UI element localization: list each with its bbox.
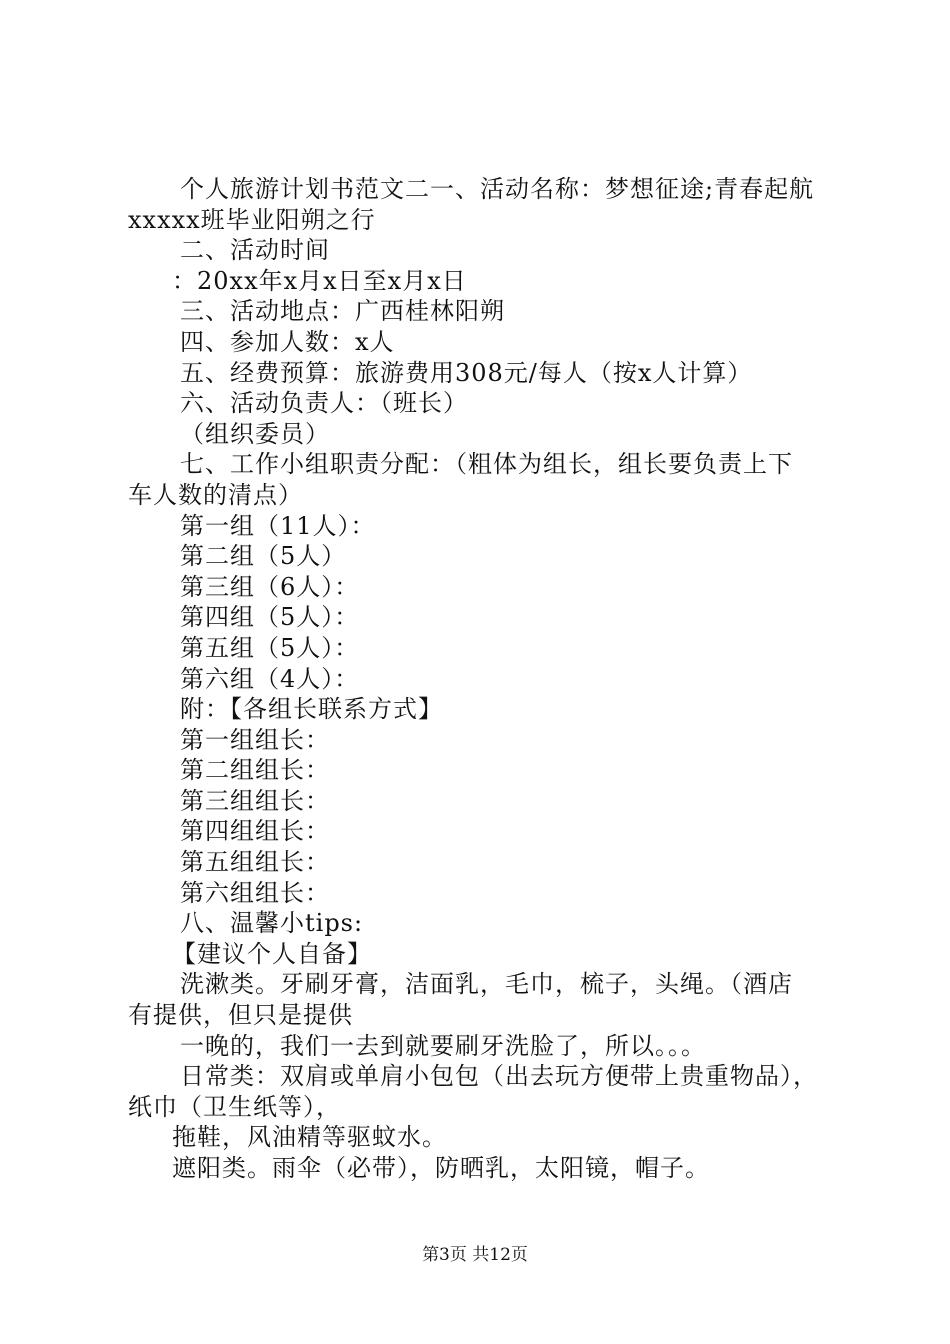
text-line: 【建议个人自备】 <box>172 939 372 968</box>
text-line: xxxxx班毕业阳朔之行 <box>128 205 376 234</box>
text-line: 七、工作小组职责分配：（粗体为组长，组长要负责上下 <box>180 450 793 479</box>
text-line: 第一组组长： <box>180 725 330 754</box>
text-line: 第四组组长： <box>180 817 330 846</box>
text-line: 三、活动地点：广西桂林阳朔 <box>180 297 505 326</box>
text-line: 第二组（5人） <box>180 542 347 571</box>
text-line: 第六组组长： <box>180 878 330 907</box>
text-line: 洗漱类。牙刷牙膏，洁面乳，毛巾，梳子，头绳。（酒店 <box>180 970 793 999</box>
text-line: 一晚的，我们一去到就要刷牙洗脸了，所以。。。 <box>180 1031 706 1060</box>
text-line: 六、活动负责人：（班长） <box>180 389 468 418</box>
text-line: 二、活动时间 <box>180 236 330 265</box>
text-line: 遮阳类。雨伞（必带），防晒乳，太阳镜，帽子。 <box>172 1154 710 1182</box>
text-line: 拖鞋，风油精等驱蚊水。 <box>172 1123 447 1152</box>
text-line: 第五组组长： <box>180 848 330 877</box>
text-line: 纸巾（卫生纸等）， <box>128 1092 341 1121</box>
text-line: 四、参加人数：x人 <box>180 327 395 356</box>
text-line: 有提供，但只是提供 <box>128 1001 353 1030</box>
text-line: 附：【各组长联系方式】 <box>180 695 443 724</box>
text-line: 第三组（6人）： <box>180 572 360 601</box>
text-line: （组织委员） <box>180 419 330 448</box>
text-line: 八、温馨小tips: <box>180 909 364 938</box>
text-line: 第五组（5人）： <box>180 633 360 662</box>
text-line: 五、经费预算：旅游费用308元/每人（按x人计算） <box>180 358 753 387</box>
text-line: 日常类：双肩或单肩小包包（出去玩方便带上贵重物品）， <box>180 1062 818 1091</box>
text-line: 第三组组长： <box>180 786 330 815</box>
text-line: 第六组（4人）： <box>180 664 360 693</box>
document-body <box>128 174 840 1184</box>
text-line: 第一组（11人）： <box>180 511 376 540</box>
text-line: 第二组组长： <box>180 756 330 785</box>
page-number-footer: 第3页 共12页 <box>422 1245 528 1265</box>
text-line: 个人旅游计划书范文二一、活动名称：梦想征途;青春起航 <box>180 175 815 203</box>
text-line: 车人数的清点） <box>128 480 303 509</box>
text-line: 第四组（5人）： <box>180 603 360 632</box>
text-line: ：20xx年x月x日至x月x日 <box>172 266 467 295</box>
